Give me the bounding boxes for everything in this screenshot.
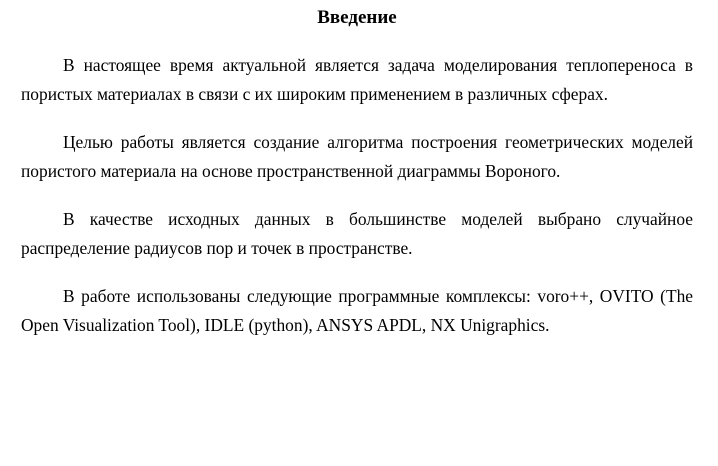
paragraph-input-data: В качестве исходных данных в большинстве моделей выбрано случайное распределение радиусов пор и точек в пространстве. [21, 209, 693, 258]
paragraph-intro: В настоящее время актуальной является задача моделирования теплопереноса в пористых материалах в связи с их широким применением в различных сферах. [21, 55, 693, 104]
paragraph-goal: Целью работы является создание алгоритма построения геометрических моделей пористого материала на основе пространственной диаграммы Вороного. [21, 132, 693, 181]
document-title: Введение [317, 7, 397, 28]
document-page [21, 0, 693, 340]
paragraph-software: В работе использованы следующие программные комплексы: voro++, OVITO (The Open Visualization Tool), IDLE (python), ANSYS APDL, NX Unigraphics. [21, 286, 693, 335]
